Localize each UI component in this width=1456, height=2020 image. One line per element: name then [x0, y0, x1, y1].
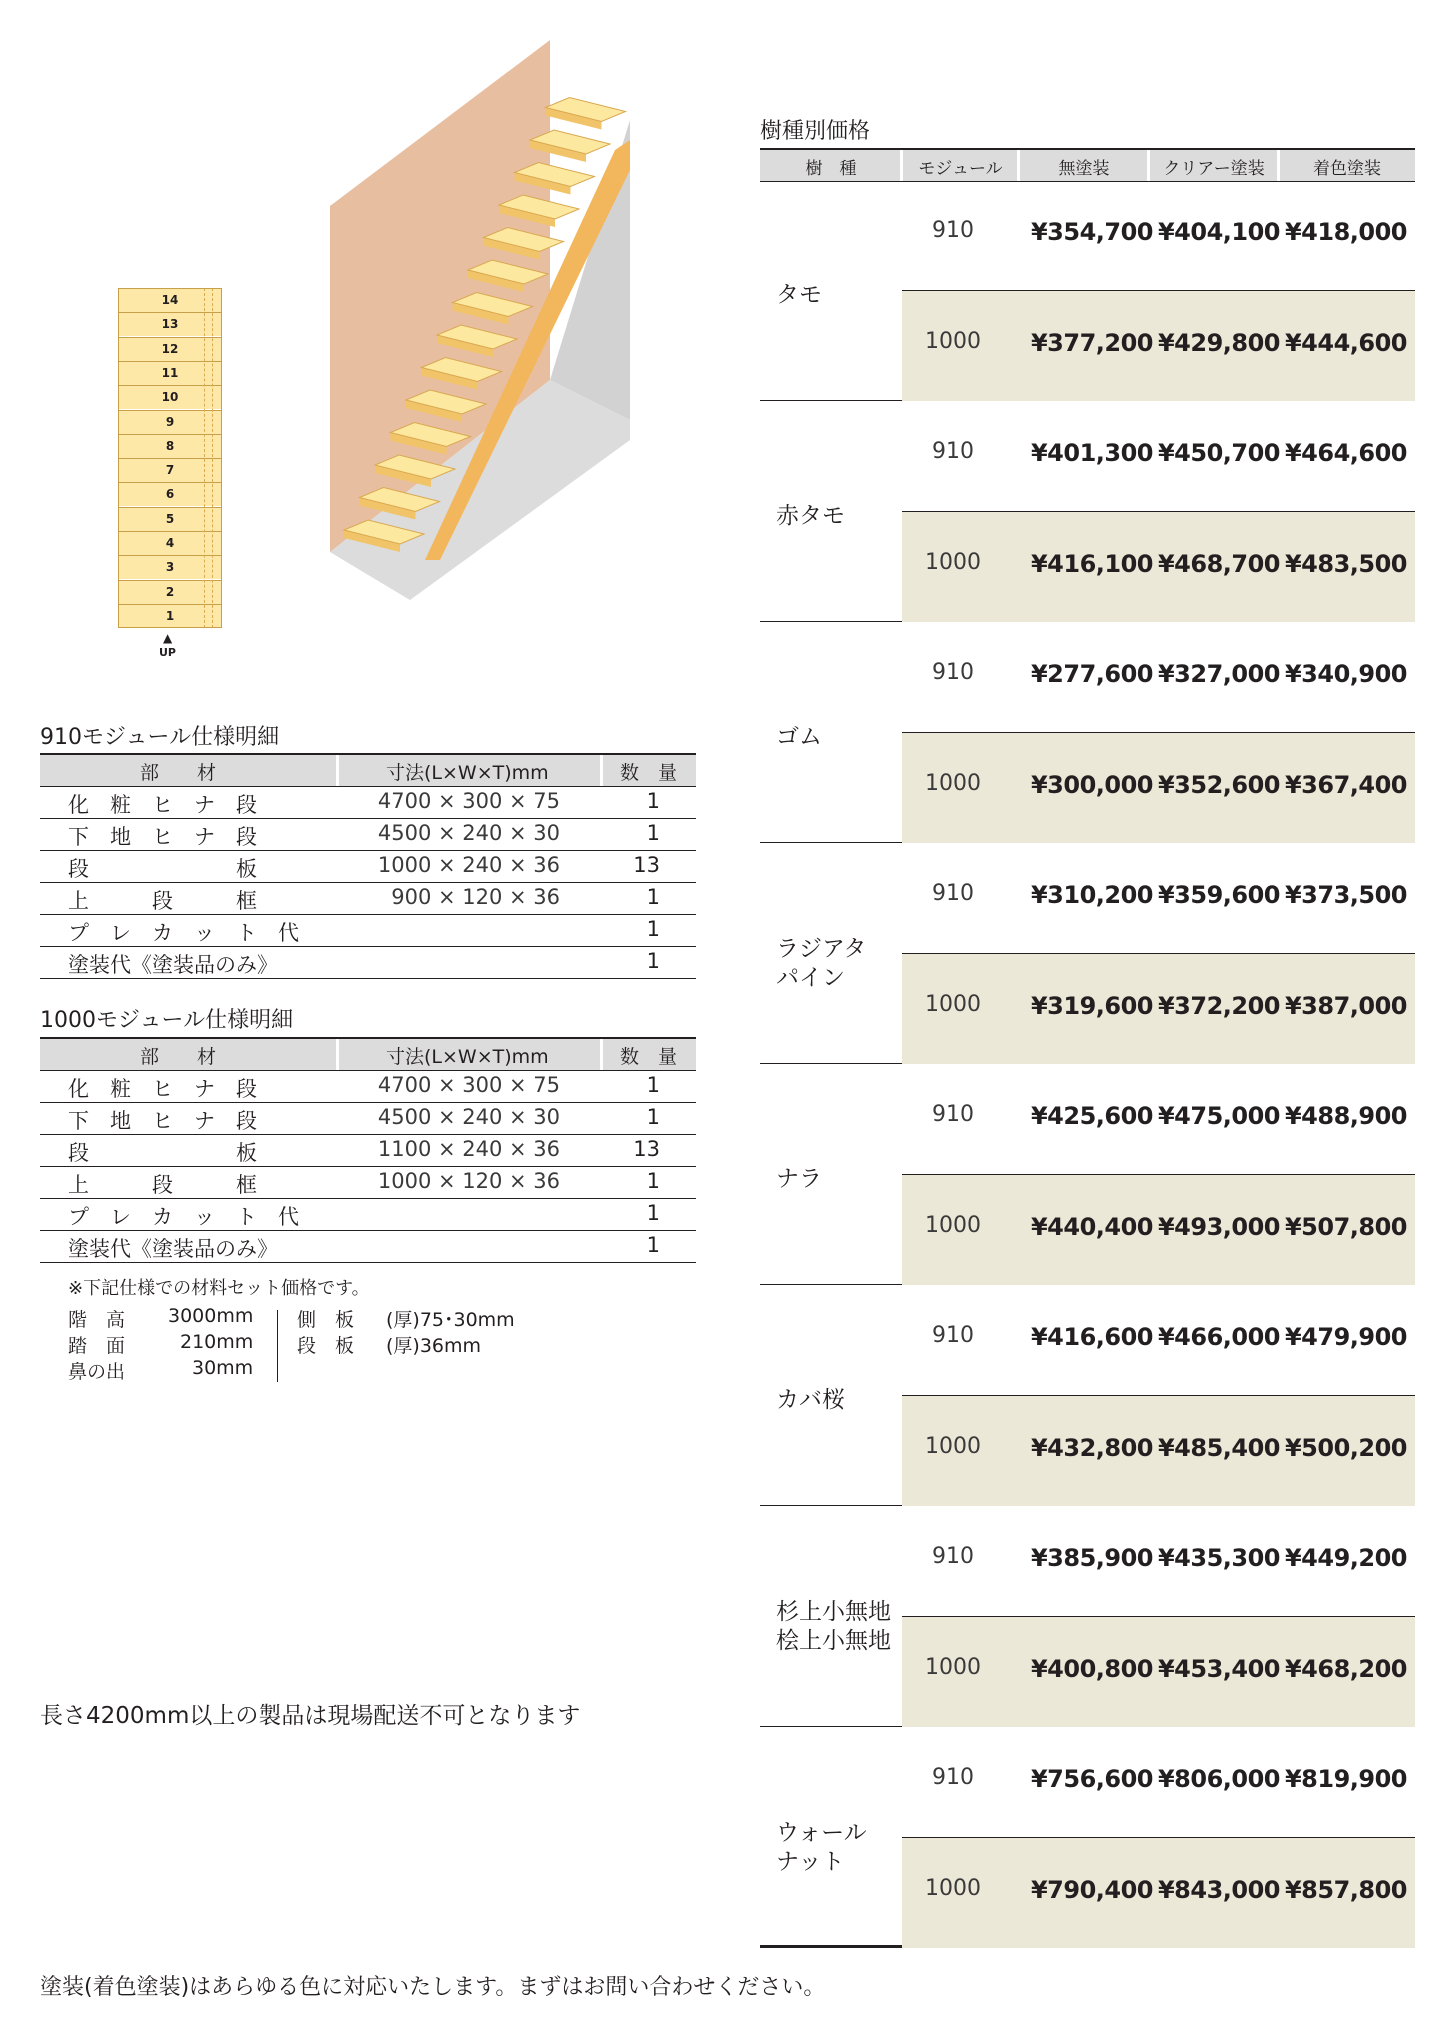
conditions-divider — [277, 1310, 278, 1382]
spec910-header — [40, 753, 696, 787]
spec-dim: 4700 × 300 × 75 — [377, 1073, 560, 1097]
price-clear: ¥352,600 — [1157, 771, 1280, 799]
price-row — [902, 1064, 1415, 1175]
price-none: ¥300,000 — [1030, 771, 1153, 799]
price-clear: ¥475,000 — [1157, 1102, 1280, 1130]
price-clear: ¥806,000 — [1157, 1765, 1280, 1793]
price-row — [902, 1285, 1415, 1396]
price-none: ¥400,800 — [1030, 1655, 1153, 1683]
price-clear: ¥404,100 — [1157, 218, 1280, 246]
price-color: ¥367,400 — [1284, 771, 1407, 799]
price-color: ¥387,000 — [1284, 992, 1407, 1020]
spec-dim: 900 × 120 × 36 — [391, 885, 560, 909]
spec910-rows — [40, 787, 696, 979]
header-part: 部 材 — [140, 1046, 217, 1068]
header-none: 無塗装 — [1058, 159, 1110, 179]
module-value: 910 — [932, 660, 974, 685]
header-wood: 樹 種 — [805, 159, 857, 179]
price-clear: ¥450,700 — [1157, 439, 1280, 467]
price-color: ¥464,600 — [1284, 439, 1407, 467]
price-clear: ¥493,000 — [1157, 1213, 1280, 1241]
spec-dim: 1100 × 240 × 36 — [377, 1137, 560, 1161]
price-row — [902, 1838, 1415, 1948]
price-none: ¥440,400 — [1030, 1213, 1153, 1241]
spec-qty: 13 — [633, 1137, 660, 1161]
spec-part: 下 地 ヒ ナ 段 — [68, 825, 257, 849]
spec-row — [40, 1071, 696, 1103]
spec-dim: 4500 × 240 × 30 — [377, 821, 560, 845]
spec1000-title: 1000モジュール仕様明細 — [40, 1008, 294, 1033]
price-none: ¥354,700 — [1030, 218, 1153, 246]
header-dim: 寸法(L×W×T)mm — [386, 1046, 549, 1068]
price-clear: ¥327,000 — [1157, 660, 1280, 688]
conditions-note: ※下記仕様での材料セット価格です。 — [68, 1278, 370, 1299]
wood-group — [760, 180, 1415, 401]
module-value: 910 — [932, 881, 974, 906]
module-value: 1000 — [925, 1655, 981, 1680]
plan-step-number: 13 — [161, 317, 179, 332]
price-none: ¥432,800 — [1030, 1434, 1153, 1462]
price-color: ¥488,900 — [1284, 1102, 1407, 1130]
spec-qty: 1 — [646, 917, 660, 941]
price-row — [902, 1617, 1415, 1727]
wood-name: 杉上小無地 桧上小無地 — [776, 1599, 891, 1654]
spec-part: 下 地 ヒ ナ 段 — [68, 1109, 257, 1133]
spec-row — [40, 1167, 696, 1199]
price-row — [902, 291, 1415, 401]
paint-note: 塗装(着色塗装)はあらゆる色に対応いたします。まずはお問い合わせください。 — [40, 1975, 826, 2000]
spec-part: プ レ カ ッ ト 代 — [68, 1205, 299, 1229]
spec-row — [40, 851, 696, 883]
cond-label: 側 板 — [297, 1309, 355, 1331]
price-color: ¥500,200 — [1284, 1434, 1407, 1462]
price-row — [902, 512, 1415, 622]
price-row — [902, 622, 1415, 733]
module-value: 910 — [932, 1765, 974, 1790]
spec-row — [40, 1231, 696, 1263]
price-none: ¥416,600 — [1030, 1323, 1153, 1351]
module-value: 1000 — [925, 550, 981, 575]
spec-dim: 4500 × 240 × 30 — [377, 1105, 560, 1129]
price-color: ¥479,900 — [1284, 1323, 1407, 1351]
plan-step-number: 6 — [165, 487, 175, 502]
plan-step-number: 1 — [165, 608, 175, 623]
price-none: ¥416,100 — [1030, 550, 1153, 578]
price-color: ¥468,200 — [1284, 1655, 1407, 1683]
price-color: ¥340,900 — [1284, 660, 1407, 688]
plan-step-number: 3 — [165, 560, 175, 575]
price-clear: ¥435,300 — [1157, 1544, 1280, 1572]
price-none: ¥377,200 — [1030, 329, 1153, 357]
price-table-header — [760, 148, 1415, 182]
spec-qty: 1 — [646, 1233, 660, 1257]
price-none: ¥401,300 — [1030, 439, 1153, 467]
plan-step-number: 5 — [165, 511, 175, 526]
spec-part: 塗装代《塗装品のみ》 — [68, 953, 278, 977]
price-clear: ¥468,700 — [1157, 550, 1280, 578]
price-clear: ¥429,800 — [1157, 329, 1280, 357]
price-row — [902, 1506, 1415, 1617]
module-value: 1000 — [925, 1876, 981, 1901]
wood-name: ラジアタ パイン — [776, 936, 867, 991]
spec-qty: 1 — [646, 885, 660, 909]
price-row — [902, 954, 1415, 1064]
cond-value: 210mm — [180, 1331, 254, 1353]
cond-value: 3000mm — [168, 1305, 254, 1327]
plan-step-number: 7 — [165, 463, 175, 478]
module-value: 910 — [932, 1323, 974, 1348]
cond-value: (厚)75･30mm — [386, 1309, 515, 1331]
module-value: 1000 — [925, 771, 981, 796]
spec1000-rows — [40, 1071, 696, 1263]
stair-illustration — [330, 40, 650, 600]
spec-qty: 1 — [646, 1073, 660, 1097]
plan-step-number: 9 — [165, 414, 175, 429]
plan-step-number: 10 — [161, 390, 179, 405]
spec-qty: 1 — [646, 1105, 660, 1129]
wood-group — [760, 1285, 1415, 1506]
spec-qty: 13 — [633, 853, 660, 877]
plan-step-number: 4 — [165, 536, 175, 550]
spec-row — [40, 915, 696, 947]
cond-value: 30mm — [192, 1357, 254, 1379]
price-clear: ¥485,400 — [1157, 1434, 1280, 1462]
spec-qty: 1 — [646, 789, 660, 813]
spec1000-table — [40, 1037, 696, 1263]
spec-row — [40, 1199, 696, 1231]
spec-dim: 1000 × 240 × 36 — [377, 853, 560, 877]
price-color: ¥418,000 — [1284, 218, 1407, 246]
module-value: 1000 — [925, 992, 981, 1017]
module-value: 1000 — [925, 1213, 981, 1238]
header-color: 着色塗装 — [1313, 159, 1381, 179]
spec-dim: 4700 × 300 × 75 — [377, 789, 560, 813]
price-color: ¥819,900 — [1284, 1765, 1407, 1793]
spec-part: 塗装代《塗装品のみ》 — [68, 1237, 278, 1261]
price-row — [902, 1727, 1415, 1838]
price-clear: ¥372,200 — [1157, 992, 1280, 1020]
wood-group — [760, 1506, 1415, 1727]
price-color: ¥373,500 — [1284, 881, 1407, 909]
wood-group — [760, 1727, 1415, 1948]
cond-label: 段 板 — [297, 1335, 355, 1357]
price-none: ¥277,600 — [1030, 660, 1153, 688]
spec1000-header — [40, 1037, 696, 1071]
price-none: ¥310,200 — [1030, 881, 1153, 909]
price-none: ¥319,600 — [1030, 992, 1153, 1020]
up-label: UP — [159, 646, 176, 659]
wood-name: カバ桜 — [776, 1387, 845, 1413]
price-none: ¥425,600 — [1030, 1102, 1153, 1130]
price-none: ¥385,900 — [1030, 1544, 1153, 1572]
header-dim: 寸法(L×W×T)mm — [386, 762, 549, 784]
spec-dim: 1000 × 120 × 36 — [377, 1169, 560, 1193]
cond-label: 踏 面 — [68, 1335, 126, 1357]
spec-qty: 1 — [646, 949, 660, 973]
price-none: ¥790,400 — [1030, 1876, 1153, 1904]
cond-label: 鼻の出 — [68, 1361, 126, 1383]
wood-name: ウォール ナット — [776, 1820, 867, 1875]
spec-qty: 1 — [646, 1201, 660, 1225]
price-clear: ¥843,000 — [1157, 1876, 1280, 1904]
price-row — [902, 843, 1415, 954]
price-row — [902, 1175, 1415, 1285]
spec-row — [40, 819, 696, 851]
header-qty: 数 量 — [620, 1046, 678, 1068]
header-module: モジュール — [918, 159, 1003, 179]
plan-step-number: 14 — [161, 293, 179, 307]
spec-row — [40, 1135, 696, 1167]
wood-name: タモ — [776, 282, 822, 308]
price-table-title: 樹種別価格 — [760, 119, 871, 144]
module-value: 910 — [932, 439, 974, 464]
price-row — [902, 1396, 1415, 1506]
wood-name: ゴム — [776, 724, 822, 750]
price-clear: ¥453,400 — [1157, 1655, 1280, 1683]
wood-group — [760, 401, 1415, 622]
wood-group — [760, 622, 1415, 843]
module-value: 1000 — [925, 329, 981, 354]
plan-frame — [118, 288, 222, 628]
header-clear: クリアー塗装 — [1163, 159, 1265, 179]
module-value: 1000 — [925, 1434, 981, 1459]
plan-step-number: 12 — [161, 341, 179, 356]
price-clear: ¥466,000 — [1157, 1323, 1280, 1351]
spec-qty: 1 — [646, 1169, 660, 1193]
wood-group — [760, 1064, 1415, 1285]
price-table-body — [760, 180, 1415, 1948]
cond-label: 階 高 — [68, 1309, 126, 1331]
wood-group — [760, 843, 1415, 1064]
cond-value: (厚)36mm — [386, 1335, 482, 1357]
price-color: ¥444,600 — [1284, 329, 1407, 357]
price-row — [902, 733, 1415, 843]
price-row — [902, 180, 1415, 291]
price-color: ¥483,500 — [1284, 550, 1407, 578]
module-value: 910 — [932, 1544, 974, 1569]
spec-part: 段 板 — [68, 857, 257, 881]
spec-row — [40, 1103, 696, 1135]
spec-part: プ レ カ ッ ト 代 — [68, 921, 299, 945]
spec-row — [40, 787, 696, 819]
plan-step-number: 8 — [165, 438, 175, 453]
spec-part: 化 粧 ヒ ナ 段 — [68, 1077, 257, 1101]
header-part: 部 材 — [140, 762, 217, 784]
plan-step-number: 2 — [165, 584, 175, 599]
stair-floor-plan — [118, 288, 222, 628]
price-row — [902, 401, 1415, 512]
price-color: ¥857,800 — [1284, 1876, 1407, 1904]
spec-part: 上 段 框 — [68, 889, 257, 913]
up-arrow-icon: ▲ — [163, 631, 173, 645]
module-value: 910 — [932, 1102, 974, 1127]
price-none: ¥756,600 — [1030, 1765, 1153, 1793]
spec-row — [40, 947, 696, 979]
wood-name: 赤タモ — [776, 503, 845, 529]
spec910-table — [40, 753, 696, 979]
plan-step-number: 11 — [161, 365, 179, 380]
spec-row — [40, 883, 696, 915]
spec910-title: 910モジュール仕様明細 — [40, 725, 280, 750]
spec-qty: 1 — [646, 821, 660, 845]
header-qty: 数 量 — [620, 762, 678, 784]
wood-name: ナラ — [776, 1166, 822, 1192]
delivery-note: 長さ4200mm以上の製品は現場配送不可となります — [40, 1703, 581, 1729]
price-color: ¥449,200 — [1284, 1544, 1407, 1572]
spec-part: 上 段 框 — [68, 1173, 257, 1197]
spec-part: 化 粧 ヒ ナ 段 — [68, 793, 257, 817]
module-value: 910 — [932, 218, 974, 243]
price-color: ¥507,800 — [1284, 1213, 1407, 1241]
spec-part: 段 板 — [68, 1141, 257, 1165]
price-clear: ¥359,600 — [1157, 881, 1280, 909]
